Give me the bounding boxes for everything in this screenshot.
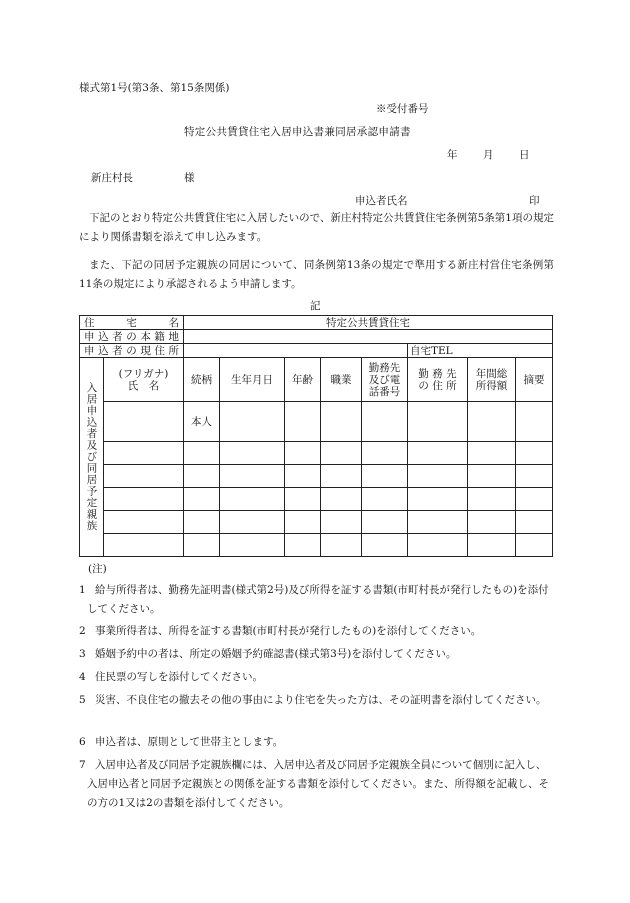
col-header-name: (フリガナ) 氏 名 [104, 358, 184, 402]
work-tel-cell[interactable] [362, 402, 408, 442]
column-header-row [80, 358, 553, 402]
seal-mark: 印 [529, 195, 540, 207]
table-row [80, 402, 553, 442]
date-day-label: 日 [519, 149, 530, 161]
domicile-row [80, 330, 553, 344]
col-header-occupation: 職業 [321, 358, 362, 402]
addressee: 新庄村長 [91, 172, 133, 184]
occupation-cell[interactable] [321, 402, 362, 442]
note-text: 事業所得者は、所得を証する書類(市町村長が発行したもの)を添付してください。 [95, 625, 482, 637]
note-text: 災害、不良住宅の撤去その他の事由により住宅を失った方は、その証明書を添付してください。 [95, 694, 547, 706]
domicile-field[interactable] [184, 330, 553, 344]
address-row [80, 344, 553, 358]
domicile-label: 申込者の本籍地 [80, 330, 184, 344]
col-header-birthdate: 生年月日 [220, 358, 285, 402]
note-text: 申込者は、原則として世帯主とします。 [95, 736, 284, 748]
ki-label: 記 [310, 300, 321, 312]
address-field[interactable] [184, 344, 408, 358]
table-row [80, 488, 553, 511]
date-month-label: 月 [483, 149, 494, 161]
date-year-label: 年 [447, 149, 458, 161]
note-text: 給与所得者は、勤務先証明書(様式第2号)及び所得を証する書類(市町村長が発行したもの)を添付してください。 [87, 584, 549, 615]
note-item [79, 733, 554, 752]
table-row [80, 465, 553, 488]
col-header-age: 年齢 [285, 358, 321, 402]
note-number: 4 [79, 671, 86, 683]
note-item [79, 645, 554, 664]
table-row [80, 442, 553, 465]
form-number: 様式第1号(第3条、第15条関係) [79, 82, 230, 94]
table-row [80, 511, 553, 534]
relation-cell: 本人 [184, 402, 220, 442]
col-header-relation: 続柄 [184, 358, 220, 402]
application-table [79, 315, 553, 557]
note-number: 2 [79, 625, 86, 637]
occupants-side-label: 入居申込者及び同居予定親族 [80, 358, 104, 557]
remarks-cell[interactable] [516, 402, 553, 442]
notes-heading: (注) [88, 563, 107, 575]
note-number: 7 [79, 759, 86, 771]
note-item [79, 691, 554, 710]
birthdate-cell[interactable] [220, 402, 285, 442]
home-tel-label: 自宅TEL [408, 344, 553, 358]
address-label: 申込者の現住所 [80, 344, 184, 358]
note-text: 婚姻予約中の者は、所定の婚姻予約確認書(様式第3号)を添付してください。 [95, 648, 457, 660]
note-number: 1 [79, 584, 86, 596]
paragraph-application: 下記のとおり特定公共賃貸住宅に入居したいので、新庄村特定公共賃貸住宅条例第5条第1項の規定により関係書類を添えて申し込みます。 [79, 212, 554, 243]
name-cell[interactable] [104, 402, 184, 442]
age-cell[interactable] [285, 402, 321, 442]
page-title: 特定公共賃貸住宅入居申込書兼同居承認申請書 [184, 126, 411, 138]
work-address-cell[interactable] [408, 402, 468, 442]
col-header-income: 年間総 所得額 [468, 358, 516, 402]
income-cell[interactable] [468, 402, 516, 442]
note-text: 入居申込者及び同居予定親族欄には、入居申込者及び同居予定親族全員について個別に記入し、入居申込者と同居予定親族との関係を証する書類を添付してください。また、所得額を記載し、その方の1又は2の書類を添付してください。 [87, 759, 549, 809]
note-item [79, 668, 554, 687]
housing-name-label: 住宅名 [80, 316, 184, 330]
paragraph-approval: また、下記の同居予定親族の同居について、同条例第13条の規定で準用する新庄村営住宅条例第11条の規定により承認されるよう申請します。 [79, 259, 554, 290]
note-item [79, 581, 554, 619]
note-item [79, 756, 554, 813]
housing-name-value: 特定公共賃貸住宅 [184, 316, 553, 330]
note-item [79, 622, 554, 641]
applicant-name-label: 申込者氏名 [355, 195, 408, 207]
receipt-number-label: ※受付番号 [376, 103, 429, 115]
note-number: 6 [79, 736, 86, 748]
housing-row [80, 316, 553, 330]
col-header-remarks: 摘要 [516, 358, 553, 402]
table-row [80, 534, 553, 557]
note-number: 5 [79, 694, 86, 706]
note-number: 3 [79, 648, 86, 660]
col-header-work-address: 勤 務 先 の 住 所 [408, 358, 468, 402]
honorific: 様 [184, 172, 195, 184]
note-text: 住民票の写しを添付してください。 [95, 671, 263, 683]
col-header-work-tel: 勤務先 及び電 話番号 [362, 358, 408, 402]
